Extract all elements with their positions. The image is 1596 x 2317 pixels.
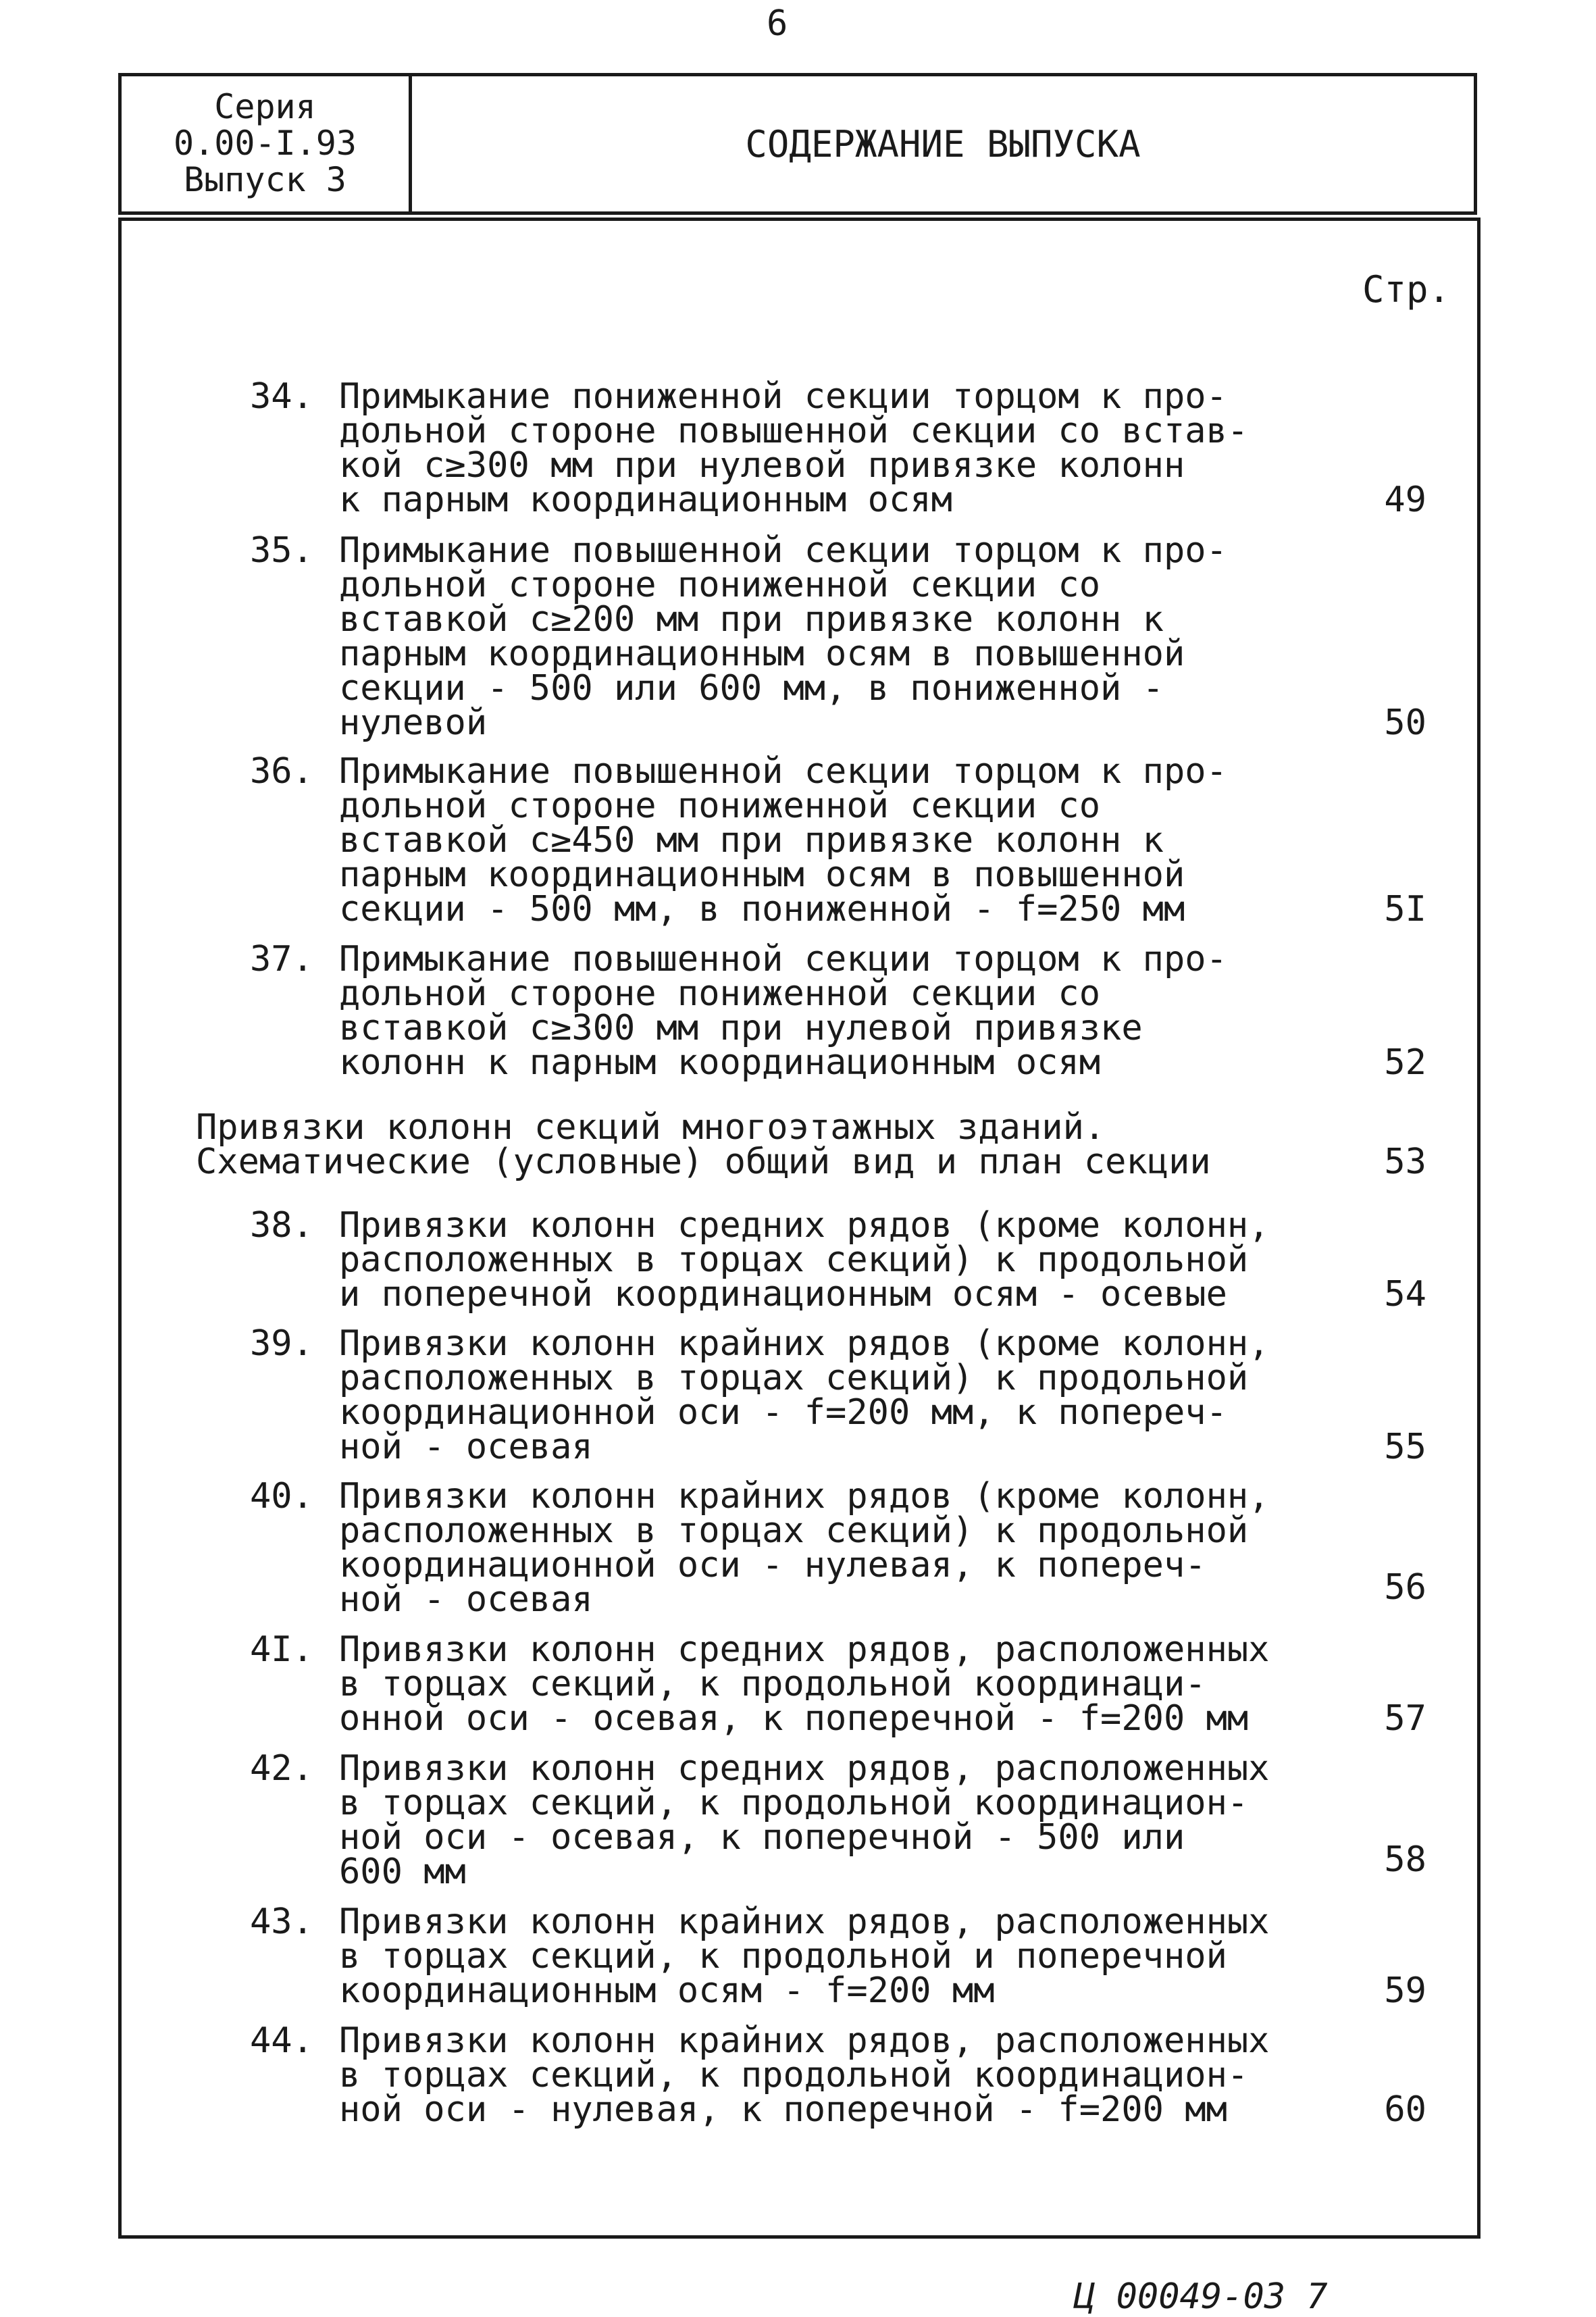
toc-entry-page: 56	[1384, 1567, 1426, 1608]
toc-line: расположенных в торцах секций) к продольной	[339, 1240, 1249, 1280]
contents-frame	[118, 218, 1481, 2239]
toc-entry-page: 55	[1384, 1427, 1426, 1467]
toc-line: кой с≥300 мм при нулевой привязке колонн	[339, 445, 1185, 486]
toc-line: Примыкание повышенной секции торцом к про-	[339, 939, 1227, 979]
toc-line: Примыкание повышенной секции торцом к про-	[339, 751, 1227, 792]
toc-entry-page: 52	[1384, 1042, 1426, 1083]
toc-line: нулевой	[339, 703, 488, 743]
toc-entry-number: 38.	[250, 1205, 313, 1246]
toc-entry-number: 36.	[250, 751, 313, 792]
toc-entry-text	[339, 376, 1393, 520]
toc-entry-text	[339, 1629, 1393, 1739]
toc-entry	[122, 1629, 1477, 1739]
toc-entry	[122, 376, 1477, 520]
toc-line: расположенных в торцах секций) к продольной	[339, 1358, 1249, 1398]
toc-entry-text	[339, 939, 1393, 1083]
toc-entry-page: 49	[1384, 480, 1426, 520]
toc-entry-number: 37.	[250, 939, 313, 979]
toc-entry	[122, 1476, 1477, 1620]
toc-entry-number: 40.	[250, 1476, 313, 1517]
toc-line: Привязки колонн крайних рядов, расположенных	[339, 2020, 1270, 2061]
toc-entry	[122, 1748, 1477, 1892]
page-number: 6	[767, 3, 788, 44]
toc-line: расположенных в торцах секций) к продольной	[339, 1510, 1249, 1551]
series-code: 0.00-I.93	[174, 124, 357, 163]
toc-entry	[122, 1323, 1477, 1467]
toc-line: ной оси - осевая, к поперечной - 500 или	[339, 1817, 1185, 1858]
toc-entry-text	[339, 1476, 1393, 1620]
toc-entry-text	[339, 1748, 1393, 1892]
toc-entry	[122, 1205, 1477, 1315]
toc-entry	[122, 1902, 1477, 2011]
toc-line: Привязки колонн средних рядов (кроме колонн,	[339, 1205, 1270, 1246]
toc-entry-number: 44.	[250, 2020, 313, 2061]
toc-entry-number: 35.	[250, 530, 313, 571]
toc-entry	[122, 751, 1477, 930]
toc-line: в торцах секций, к продольной и поперечной	[339, 1936, 1227, 1977]
toc-line: вставкой с≥200 мм при привязке колонн к	[339, 599, 1164, 640]
series-block	[122, 76, 412, 211]
section-heading-page: 53	[1384, 1142, 1426, 1182]
toc-line: ной - осевая	[339, 1579, 593, 1620]
toc-entry-number: 34.	[250, 376, 313, 417]
toc-line: колонн к парным координационным осям	[339, 1042, 1101, 1083]
toc-line: к парным координационным осям	[339, 480, 952, 520]
toc-line: секции - 500 или 600 мм, в пониженной -	[339, 668, 1164, 709]
toc-line: координационным осям - f=200 мм	[339, 1970, 995, 2011]
toc-line: онной оси - осевая, к поперечной - f=200 мм	[339, 1698, 1249, 1739]
section-heading-line: Схематические (условные) общий вид и план секции	[196, 1142, 1211, 1182]
toc-line: вставкой с≥300 мм при нулевой привязке	[339, 1008, 1143, 1048]
series-label: Серия	[214, 87, 316, 126]
toc-line: дольной стороне пониженной секции со	[339, 565, 1101, 605]
toc-line: Привязки колонн крайних рядов (кроме колонн,	[339, 1323, 1270, 1364]
toc-entry-number: 39.	[250, 1323, 313, 1364]
toc-line: парным координационным осям в повышенной	[339, 634, 1185, 674]
toc-line: ной - осевая	[339, 1427, 593, 1467]
toc-line: парным координационным осям в повышенной	[339, 855, 1185, 895]
toc-line: дольной стороне повышенной секции со встав-	[339, 411, 1249, 451]
toc-entry-number: 4I.	[250, 1629, 313, 1670]
toc-line: дольной стороне пониженной секции со	[339, 786, 1101, 826]
toc-line: Привязки колонн средних рядов, расположенных	[339, 1748, 1270, 1789]
toc-entry-page: 57	[1384, 1698, 1426, 1739]
toc-line: ной оси - нулевая, к поперечной - f=200 мм	[339, 2089, 1227, 2130]
header-stamp	[118, 73, 1477, 215]
toc-entry-text	[339, 751, 1393, 930]
toc-entry	[122, 939, 1477, 1083]
toc-entry-page: 5I	[1384, 889, 1426, 930]
toc-line: в торцах секций, к продольной координаци-	[339, 1664, 1206, 1704]
toc-entry-page: 60	[1384, 2089, 1426, 2130]
toc-line: вставкой с≥450 мм при привязке колонн к	[339, 820, 1164, 861]
toc-entry-text	[339, 1205, 1393, 1315]
toc-entry-number: 42.	[250, 1748, 313, 1789]
toc-entry-page: 54	[1384, 1274, 1426, 1315]
toc-line: 600 мм	[339, 1852, 466, 1892]
section-heading-line: Привязки колонн секций многоэтажных зданий.	[196, 1107, 1106, 1148]
toc-line: и поперечной координационным осям - осевые	[339, 1274, 1227, 1315]
document-title: СОДЕРЖАНИЕ ВЫПУСКА	[745, 122, 1141, 166]
toc-entry-text	[339, 2020, 1393, 2130]
toc-entry	[122, 530, 1477, 743]
toc-entry	[122, 2020, 1477, 2130]
page-column-header: Стр.	[1362, 268, 1450, 311]
toc-entry-text	[339, 1902, 1393, 2011]
toc-line: Привязки колонн крайних рядов (кроме колонн,	[339, 1476, 1270, 1517]
toc-line: дольной стороне пониженной секции со	[339, 973, 1101, 1014]
toc-line: Примыкание пониженной секции торцом к про-	[339, 376, 1227, 417]
toc-entry-text	[339, 530, 1393, 743]
toc-line: Примыкание повышенной секции торцом к про-	[339, 530, 1227, 571]
toc-line: координационной оси - f=200 мм, к попереч-	[339, 1392, 1227, 1433]
toc-line: в торцах секций, к продольной координацион-	[339, 1783, 1249, 1823]
toc-line: координационной оси - нулевая, к попереч-	[339, 1545, 1206, 1585]
toc-entry-text	[339, 1323, 1393, 1467]
toc-line: секции - 500 мм, в пониженной - f=250 мм	[339, 889, 1185, 930]
issue-label: Выпуск 3	[184, 160, 346, 199]
toc-entry-page: 50	[1384, 703, 1426, 743]
toc-entry-page: 58	[1384, 1839, 1426, 1880]
document-code: Ц 00049-03 7	[1074, 2276, 1328, 2317]
toc-entry-page: 59	[1384, 1970, 1426, 2011]
toc-line: Привязки колонн средних рядов, расположенных	[339, 1629, 1270, 1670]
toc-entry-number: 43.	[250, 1902, 313, 1942]
toc-line: в торцах секций, к продольной координацион-	[339, 2055, 1249, 2095]
section-heading	[196, 1107, 1344, 1182]
toc-line: Привязки колонн крайних рядов, расположенных	[339, 1902, 1270, 1942]
